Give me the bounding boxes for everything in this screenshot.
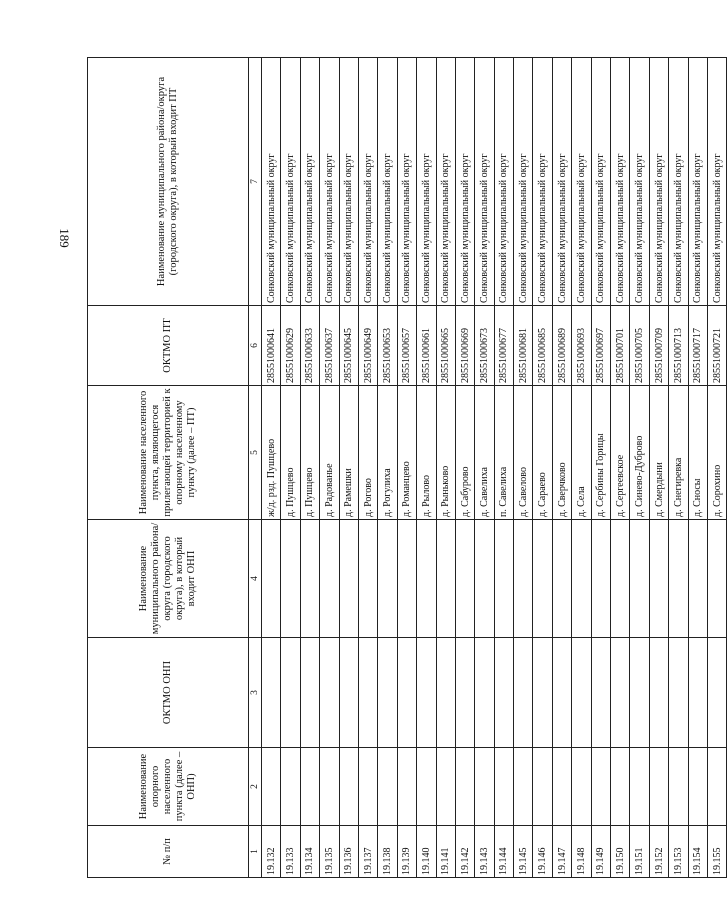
pt-name-cell: д. Снегиревка (669, 386, 688, 520)
pt-oktmo-cell: 28551000673 (475, 306, 494, 386)
onp-oktmo-cell (281, 638, 300, 748)
onp-municipality-cell (572, 520, 591, 638)
pt-municipality-cell: Сонковский муниципальный округ (436, 58, 455, 306)
pt-name-cell: д. Рамешки (339, 386, 358, 520)
table-row (358, 58, 377, 878)
pt-municipality-cell: Сонковский муниципальный округ (262, 58, 281, 306)
onp-name-cell (611, 748, 630, 826)
onp-name-cell (591, 748, 610, 826)
pt-oktmo-cell: 28551000701 (611, 306, 630, 386)
page-number: 189 (57, 228, 72, 248)
pt-municipality-cell: Сонковский муниципальный округ (417, 58, 436, 306)
row-number: 19.140 (417, 826, 436, 878)
pt-oktmo-cell: 28551000677 (494, 306, 513, 386)
onp-municipality-cell (262, 520, 281, 638)
header-pt-municipality: Наименование муниципального района/округа (городского округа), в который входит ПТ (88, 58, 249, 306)
header-onp-name: Наименование опорного населенного пункта (далее – ОНП) (88, 748, 249, 826)
pt-name-cell: д. Сергеевское (611, 386, 630, 520)
pt-municipality-cell: Сонковский муниципальный округ (494, 58, 513, 306)
row-number: 19.150 (611, 826, 630, 878)
onp-oktmo-cell (669, 638, 688, 748)
pt-municipality-cell: Сонковский муниципальный округ (552, 58, 571, 306)
pt-oktmo-cell: 28551000689 (552, 306, 571, 386)
table-row (707, 58, 726, 878)
row-number: 19.149 (591, 826, 610, 878)
pt-name-cell: д. Рыньково (436, 386, 455, 520)
pt-oktmo-cell: 28551000697 (591, 306, 610, 386)
onp-municipality-cell (320, 520, 339, 638)
onp-municipality-cell (707, 520, 726, 638)
pt-municipality-cell: Сонковский муниципальный округ (669, 58, 688, 306)
pt-oktmo-cell: 28551000657 (397, 306, 416, 386)
row-number: 19.148 (572, 826, 591, 878)
row-number: 19.152 (649, 826, 668, 878)
onp-municipality-cell (281, 520, 300, 638)
header-pt-name: Наименование населенного пункта, являющегося прилегающей территорией к опорному населенному пункту (далее – ПТ) (88, 386, 249, 520)
pt-oktmo-cell: 28551000661 (417, 306, 436, 386)
pt-municipality-cell: Сонковский муниципальный округ (339, 58, 358, 306)
onp-name-cell (262, 748, 281, 826)
onp-municipality-cell (669, 520, 688, 638)
onp-oktmo-cell (475, 638, 494, 748)
table-row (533, 58, 552, 878)
pt-municipality-cell: Сонковский муниципальный округ (591, 58, 610, 306)
pt-municipality-cell: Сонковский муниципальный округ (378, 58, 397, 306)
column-number: 5 (249, 386, 262, 520)
pt-name-cell: д. Сносы (688, 386, 707, 520)
onp-oktmo-cell (572, 638, 591, 748)
onp-name-cell (688, 748, 707, 826)
pt-oktmo-cell: 28551000641 (262, 306, 281, 386)
onp-oktmo-cell (378, 638, 397, 748)
pt-oktmo-cell: 28551000665 (436, 306, 455, 386)
onp-name-cell (358, 748, 377, 826)
pt-municipality-cell: Сонковский муниципальный округ (397, 58, 416, 306)
table-row (455, 58, 474, 878)
pt-municipality-cell: Сонковский муниципальный округ (455, 58, 474, 306)
onp-municipality-cell (533, 520, 552, 638)
onp-municipality-cell (436, 520, 455, 638)
pt-municipality-cell: Сонковский муниципальный округ (320, 58, 339, 306)
onp-municipality-cell (378, 520, 397, 638)
onp-name-cell (455, 748, 474, 826)
pt-oktmo-cell: 28551000693 (572, 306, 591, 386)
settlements-table (87, 57, 727, 878)
header-onp-municipality: Наименование муниципального района/округа (городского округа), в который входит ОНП (88, 520, 249, 638)
pt-name-cell: д. Сербины Горицы (591, 386, 610, 520)
table-row (649, 58, 668, 878)
onp-name-cell (281, 748, 300, 826)
row-number: 19.143 (475, 826, 494, 878)
row-number: 19.135 (320, 826, 339, 878)
pt-municipality-cell: Сонковский муниципальный округ (475, 58, 494, 306)
table-row (397, 58, 416, 878)
column-number: 4 (249, 520, 262, 638)
onp-name-cell (475, 748, 494, 826)
onp-oktmo-cell (688, 638, 707, 748)
row-number: 19.136 (339, 826, 358, 878)
onp-oktmo-cell (611, 638, 630, 748)
onp-oktmo-cell (320, 638, 339, 748)
row-number: 19.133 (281, 826, 300, 878)
column-number-row (249, 58, 262, 878)
onp-name-cell (649, 748, 668, 826)
row-number: 19.139 (397, 826, 416, 878)
table-row (300, 58, 319, 878)
table-row (475, 58, 494, 878)
onp-oktmo-cell (339, 638, 358, 748)
onp-oktmo-cell (494, 638, 513, 748)
row-number: 19.147 (552, 826, 571, 878)
table-header-row (88, 58, 249, 878)
pt-name-cell: д. Смердыни (649, 386, 668, 520)
pt-name-cell: д. Рогово (358, 386, 377, 520)
onp-municipality-cell (417, 520, 436, 638)
pt-name-cell: д. Сарaево (533, 386, 552, 520)
row-number: 19.155 (707, 826, 726, 878)
table-row (552, 58, 571, 878)
table-row (688, 58, 707, 878)
onp-oktmo-cell (397, 638, 416, 748)
pt-name-cell: д. Села (572, 386, 591, 520)
onp-name-cell (552, 748, 571, 826)
pt-name-cell: д. Сверчково (552, 386, 571, 520)
onp-municipality-cell (611, 520, 630, 638)
onp-name-cell (630, 748, 649, 826)
row-number: 19.144 (494, 826, 513, 878)
onp-oktmo-cell (707, 638, 726, 748)
pt-oktmo-cell: 28551000649 (358, 306, 377, 386)
table-row (320, 58, 339, 878)
onp-municipality-cell (630, 520, 649, 638)
onp-name-cell (300, 748, 319, 826)
pt-oktmo-cell: 28551000653 (378, 306, 397, 386)
onp-oktmo-cell (591, 638, 610, 748)
pt-name-cell: д. Савелово (514, 386, 533, 520)
pt-municipality-cell: Сонковский муниципальный округ (572, 58, 591, 306)
pt-oktmo-cell: 28551000645 (339, 306, 358, 386)
onp-oktmo-cell (533, 638, 552, 748)
row-number: 19.138 (378, 826, 397, 878)
onp-municipality-cell (300, 520, 319, 638)
onp-municipality-cell (552, 520, 571, 638)
pt-name-cell: п. Савелиха (494, 386, 513, 520)
pt-name-cell: д. Савелиха (475, 386, 494, 520)
table-row (514, 58, 533, 878)
table-row (378, 58, 397, 878)
pt-name-cell: д. Радованье (320, 386, 339, 520)
pt-municipality-cell: Сонковский муниципальный округ (300, 58, 319, 306)
onp-municipality-cell (688, 520, 707, 638)
pt-name-cell: ж/д. рзд. Пушцево (262, 386, 281, 520)
onp-oktmo-cell (649, 638, 668, 748)
onp-oktmo-cell (262, 638, 281, 748)
pt-name-cell: д. Романцево (397, 386, 416, 520)
onp-oktmo-cell (417, 638, 436, 748)
onp-name-cell (436, 748, 455, 826)
onp-name-cell (339, 748, 358, 826)
header-pt-oktmo: ОКТМО ПТ (88, 306, 249, 386)
onp-name-cell (320, 748, 339, 826)
pt-name-cell: д. Сорохино (707, 386, 726, 520)
pt-oktmo-cell: 28551000709 (649, 306, 668, 386)
onp-oktmo-cell (630, 638, 649, 748)
row-number: 19.137 (358, 826, 377, 878)
pt-oktmo-cell: 28551000717 (688, 306, 707, 386)
onp-name-cell (494, 748, 513, 826)
onp-name-cell (397, 748, 416, 826)
onp-name-cell (417, 748, 436, 826)
row-number: 19.132 (262, 826, 281, 878)
onp-oktmo-cell (514, 638, 533, 748)
table-row (572, 58, 591, 878)
onp-name-cell (707, 748, 726, 826)
row-number: 19.134 (300, 826, 319, 878)
pt-name-cell: д. Сабурово (455, 386, 474, 520)
onp-name-cell (378, 748, 397, 826)
pt-oktmo-cell: 28551000637 (320, 306, 339, 386)
rotated-table-container (87, 58, 723, 878)
onp-name-cell (669, 748, 688, 826)
pt-name-cell: д. Пушцево (281, 386, 300, 520)
pt-oktmo-cell: 28551000705 (630, 306, 649, 386)
onp-municipality-cell (591, 520, 610, 638)
onp-municipality-cell (339, 520, 358, 638)
onp-oktmo-cell (455, 638, 474, 748)
onp-municipality-cell (649, 520, 668, 638)
row-number: 19.151 (630, 826, 649, 878)
onp-name-cell (533, 748, 552, 826)
onp-oktmo-cell (436, 638, 455, 748)
onp-municipality-cell (455, 520, 474, 638)
table-row (417, 58, 436, 878)
row-number: 19.142 (455, 826, 474, 878)
row-number: 19.141 (436, 826, 455, 878)
onp-name-cell (514, 748, 533, 826)
table-row (611, 58, 630, 878)
row-number: 19.145 (514, 826, 533, 878)
pt-municipality-cell: Сонковский муниципальный округ (358, 58, 377, 306)
pt-oktmo-cell: 28551000713 (669, 306, 688, 386)
pt-name-cell: д. Пушцево (300, 386, 319, 520)
onp-oktmo-cell (552, 638, 571, 748)
onp-oktmo-cell (300, 638, 319, 748)
onp-name-cell (572, 748, 591, 826)
column-number: 2 (249, 748, 262, 826)
pt-oktmo-cell: 28551000721 (707, 306, 726, 386)
pt-municipality-cell: Сонковский муниципальный округ (688, 58, 707, 306)
table-row (262, 58, 281, 878)
onp-municipality-cell (494, 520, 513, 638)
pt-oktmo-cell: 28551000685 (533, 306, 552, 386)
pt-municipality-cell: Сонковский муниципальный округ (514, 58, 533, 306)
pt-municipality-cell: Сонковский муниципальный округ (611, 58, 630, 306)
pt-municipality-cell: Сонковский муниципальный округ (281, 58, 300, 306)
column-number: 7 (249, 58, 262, 306)
pt-municipality-cell: Сонковский муниципальный округ (630, 58, 649, 306)
column-number: 1 (249, 826, 262, 878)
onp-municipality-cell (514, 520, 533, 638)
header-num: № п/п (88, 826, 249, 878)
pt-municipality-cell: Сонковский муниципальный округ (707, 58, 726, 306)
table-row (630, 58, 649, 878)
pt-oktmo-cell: 28551000681 (514, 306, 533, 386)
column-number: 6 (249, 306, 262, 386)
table-row (436, 58, 455, 878)
pt-oktmo-cell: 28551000633 (300, 306, 319, 386)
column-number: 3 (249, 638, 262, 748)
onp-municipality-cell (358, 520, 377, 638)
table-row (591, 58, 610, 878)
row-number: 19.154 (688, 826, 707, 878)
onp-municipality-cell (397, 520, 416, 638)
row-number: 19.146 (533, 826, 552, 878)
onp-oktmo-cell (358, 638, 377, 748)
pt-municipality-cell: Сонковский муниципальный округ (533, 58, 552, 306)
pt-name-cell: д. Синево-Дуброво (630, 386, 649, 520)
onp-municipality-cell (475, 520, 494, 638)
table-row (339, 58, 358, 878)
table-row (669, 58, 688, 878)
pt-oktmo-cell: 28551000629 (281, 306, 300, 386)
pt-name-cell: д. Рылово (417, 386, 436, 520)
row-number: 19.153 (669, 826, 688, 878)
pt-oktmo-cell: 28551000669 (455, 306, 474, 386)
pt-municipality-cell: Сонковский муниципальный округ (649, 58, 668, 306)
pt-name-cell: д. Рогулиха (378, 386, 397, 520)
header-onp-oktmo: ОКТМО ОНП (88, 638, 249, 748)
table-row (494, 58, 513, 878)
table-row (281, 58, 300, 878)
